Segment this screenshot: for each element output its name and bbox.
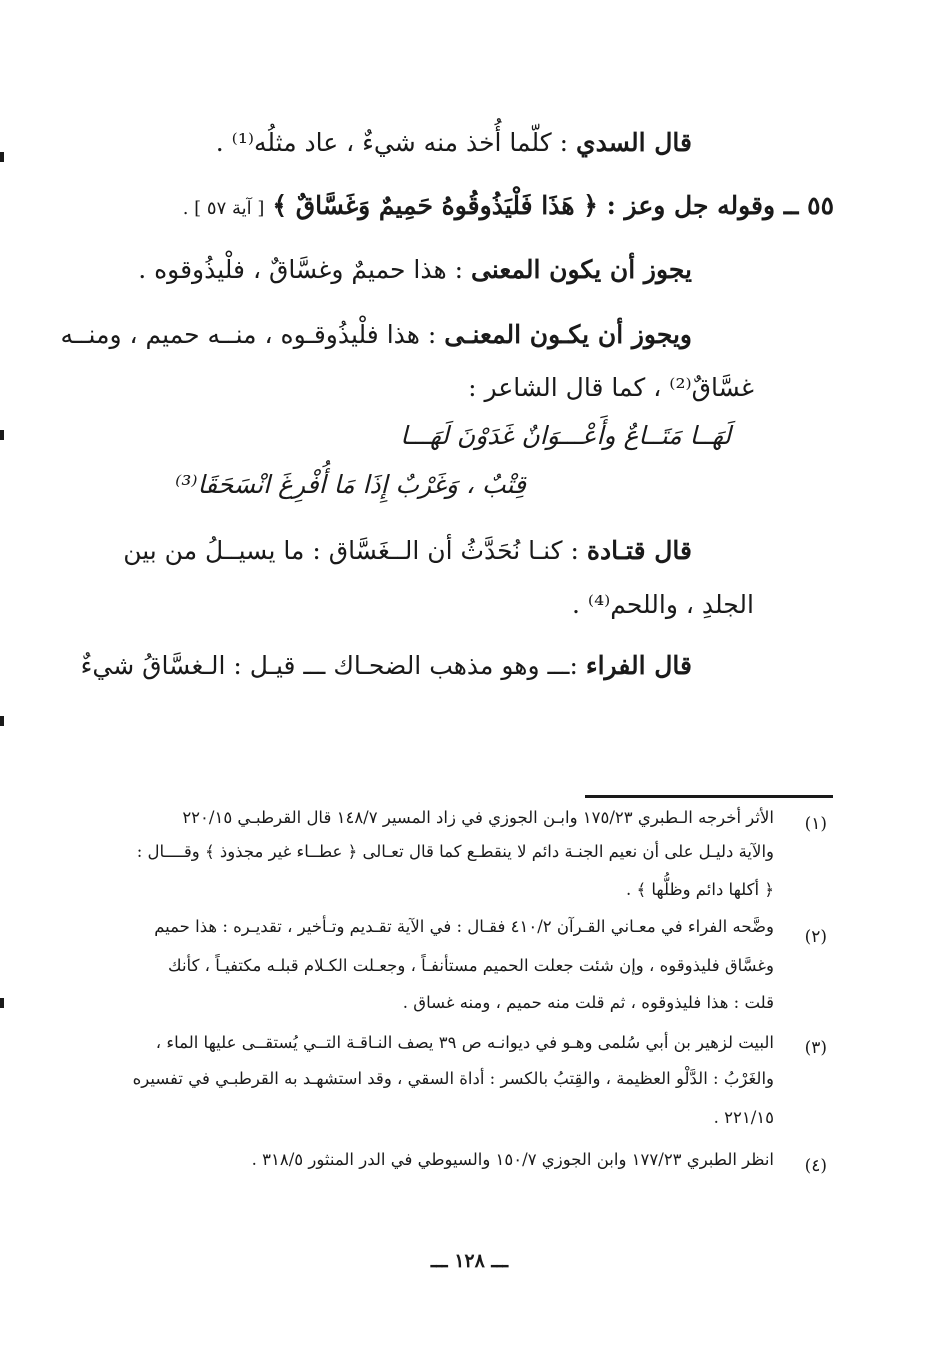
footnote-3-line-1: البيت لزهير بن أبي سُلمى وهـو في ديوانـه ص ٣٩ يصف النـاقـة التــي يُستقــى عليها الماء ، bbox=[155, 1033, 774, 1052]
footnote-number: (٢) bbox=[804, 927, 827, 947]
footnote-number: (٤) bbox=[804, 1156, 827, 1176]
text-line-3 bbox=[138, 250, 692, 290]
footnote-number: (٣) bbox=[804, 1038, 827, 1058]
text-line-5 bbox=[468, 368, 754, 408]
footnote-divider bbox=[585, 795, 833, 798]
poem-hemistich-1 bbox=[400, 416, 731, 456]
footnote-2-line-1: وضَّحه الفراء في معـاني القـرآن ٤١٠/٢ فقـال : في الآية تقـديم وتـأخير ، تقديـره : هذا حميم bbox=[154, 917, 774, 936]
text-line-2 bbox=[183, 186, 834, 229]
footnote-1-line-3: ﴿ أكلها دائم وظلُّها ﴾ . bbox=[625, 880, 774, 899]
footnote-4-line-1: انظر الطبري ١٧٧/٢٣ وابن الجوزي ١٥٠/٧ والسيوطي في الدر المنثور ٣١٨/٥ . bbox=[251, 1150, 774, 1169]
poem-hemistich-2 bbox=[175, 465, 526, 505]
speaker-label: قال السدي bbox=[576, 128, 692, 157]
line-text: : هذا حميمٌ وغسَّاقٌ ، فلْيذُوقوه . bbox=[138, 255, 464, 284]
text-line-4 bbox=[60, 315, 692, 355]
footnote-2-line-3: قلت : هذا فليذوقوه ، ثم قلت منه حميم ، ومنه غساق . bbox=[402, 993, 774, 1012]
text-line-8 bbox=[123, 531, 692, 571]
scan-edge-mark bbox=[0, 998, 4, 1008]
page-number: ـــ ١٢٨ ـــ bbox=[430, 1250, 509, 1272]
text-line-10 bbox=[81, 646, 692, 686]
footnote-3-line-3: ٢٢١/١٥ . bbox=[713, 1108, 774, 1127]
line-text: غسَّاقٌ⁽²⁾ ، كما قال الشاعر : bbox=[468, 373, 754, 402]
phrase-bold: ويجوز أن يكـون المعنـى bbox=[444, 320, 692, 349]
text-line-1 bbox=[216, 123, 692, 163]
line-text: :ـــ وهو مذهب الضحـاك ـــ قيـل : الـغسَّاقُ شيءٌ bbox=[80, 651, 578, 680]
poem-text: لَهَــا مَتَــاعٌ وأَعْـــوَانٌ غَدَوْنَ لَهَـــا bbox=[400, 421, 731, 450]
footnote-2-line-2: وغسَّاق فليذوقوه ، وإن شئت جعلت الحميم مستأنفـاً ، وجعـلت الكـلام قبلـه مكتفيـاً ، كأنك bbox=[168, 956, 774, 975]
poem-text: قِتْبٌ ، وَغَرْبٌ إِذَا مَا أُفْرِغَ انْسَحَقَا⁽³⁾ bbox=[175, 470, 526, 499]
verse-reference: [ آية ٥٧ ] . bbox=[182, 198, 265, 219]
footnote-1-line-2: والآية دليـل على أن نعيم الجنـة دائم لا ينقطـع كما قال تعـالى ﴿ عطــاء غير مجذوذ ﴾ وقــــال : bbox=[136, 842, 774, 861]
footnote-3-line-2: والغَرْبُ : الدَّلْو العظيمة ، والقِتبُ بالكسر : أداة السقي ، وقد استشهـد به القرطبـي في تفسيره bbox=[132, 1069, 774, 1088]
text-line-9 bbox=[572, 585, 754, 625]
line-text: : كنـا نُحَدَّثُ أن الــغَسَّاق : ما يسيــلُ من بين bbox=[123, 536, 579, 565]
scan-edge-mark bbox=[0, 430, 4, 440]
line-text: : كلّما أُخذ منه شيءٌ ، عاد مثلُه⁽¹⁾ . bbox=[215, 128, 569, 157]
speaker-label: قال الفراء bbox=[585, 651, 692, 680]
scan-edge-mark bbox=[0, 716, 4, 726]
line-text: الجلدِ ، واللحم⁽⁴⁾ . bbox=[572, 590, 754, 619]
footnote-1-line-1: الأثر أخرجه الـطبري ١٧٥/٢٣ وابـن الجوزي في زاد المسير ١٤٨/٧ قال القرطبـي ٢٢٠/١٥ bbox=[182, 808, 774, 827]
speaker-label: قال قتـادة bbox=[586, 536, 692, 565]
line-text: : هذا فلْيذُوقـوه ، منــه حميم ، ومنــه bbox=[60, 320, 437, 349]
verse-heading: ٥٥ ــ وقوله جل وعز : ﴿ هَذَا فَلْيَذُوقُوهُ حَمِيمٌ وَغَسَّاقٌ ﴾ bbox=[272, 191, 834, 220]
footnote-number: (١) bbox=[804, 814, 827, 834]
scan-edge-mark bbox=[0, 152, 4, 162]
phrase-bold: يجوز أن يكون المعنى bbox=[471, 255, 692, 284]
